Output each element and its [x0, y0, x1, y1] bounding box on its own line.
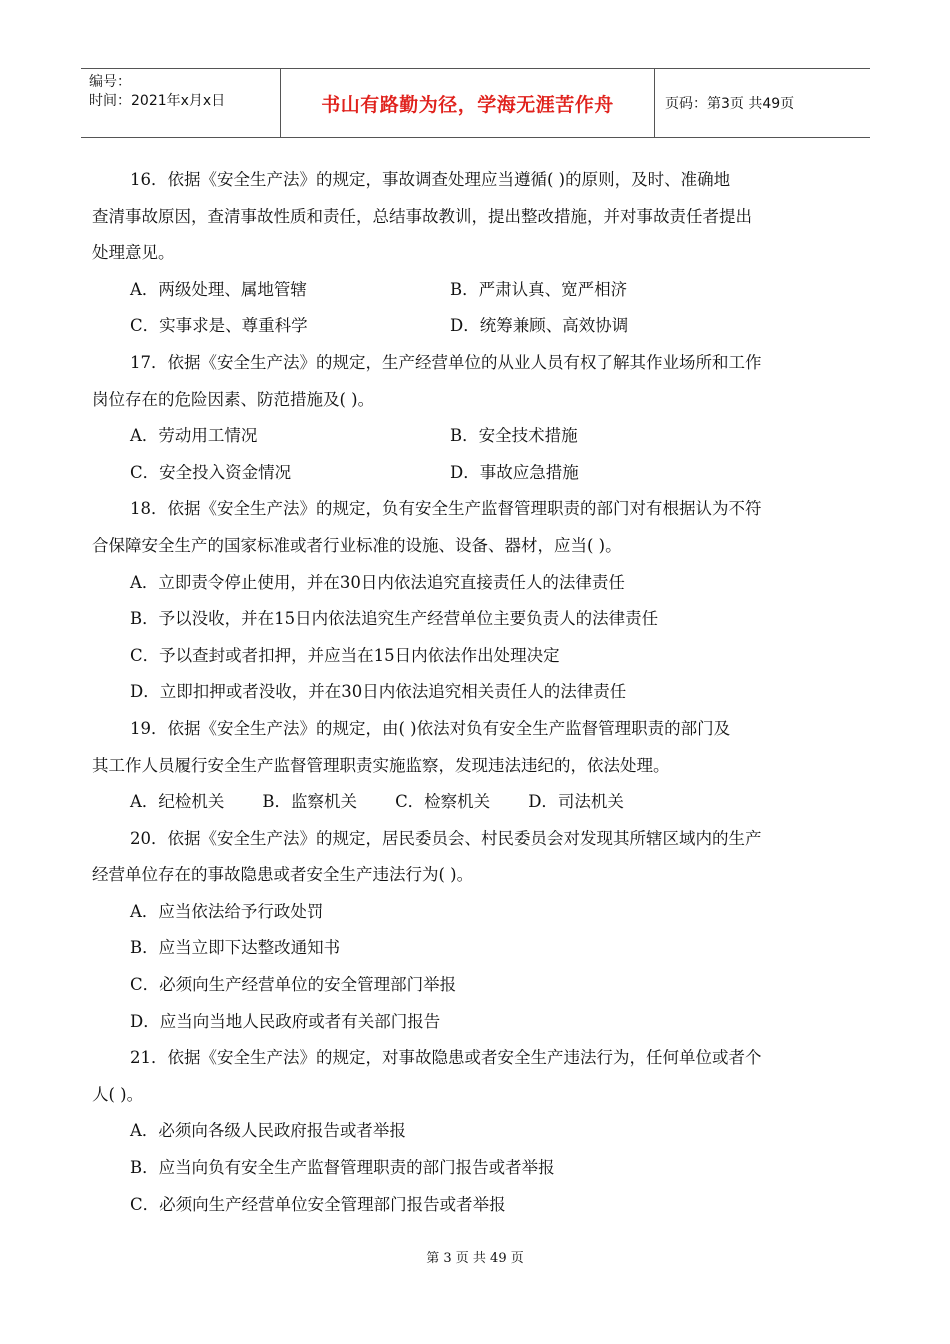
option-c: C．必须向生产经营单位安全管理部门报告或者举报: [130, 1194, 506, 1214]
document-body: [92, 162, 862, 1223]
option-b: B．监察机关: [262, 792, 358, 812]
option-d: D．立即扣押或者没收，并在30日内依法追究相关责任人的法律责任: [130, 682, 627, 702]
question-16: [92, 162, 862, 345]
option-b: B．应当立即下达整改通知书: [130, 938, 341, 958]
question-20: [92, 821, 862, 1041]
header-page-info: 页码：第3页 共49页: [665, 96, 795, 112]
question-21: [92, 1040, 862, 1223]
option-d: D．司法机关: [528, 792, 624, 812]
page-header: [81, 68, 870, 138]
question-stem: 18．依据《安全生产法》的规定，负有安全生产监督管理职责的部门对有根据认为不符: [130, 499, 762, 519]
question-stem: 19．依据《安全生产法》的规定，由( )依法对负有安全生产监督管理职责的部门及: [130, 718, 731, 738]
option-b: B．严肃认真、宽严相济: [450, 279, 628, 299]
question-18: [92, 491, 862, 711]
option-c: C．安全投入资金情况: [130, 462, 292, 482]
question-19: [92, 711, 862, 821]
options-row: [92, 784, 862, 821]
option-a: A．劳动用工情况: [130, 426, 258, 446]
question-stem: 查清事故原因，查清事故性质和责任，总结事故教训，提出整改措施，并对事故责任者提出: [92, 206, 752, 226]
option-a: A．必须向各级人民政府报告或者举报: [130, 1121, 406, 1141]
option-a: A．应当依法给予行政处罚: [130, 901, 324, 921]
option-c: C．予以查封或者扣押，并应当在15日内依法作出处理决定: [130, 645, 560, 665]
question-stem: 其工作人员履行安全生产监督管理职责实施监察，发现违法违纪的，依法处理。: [92, 755, 670, 775]
options-row: [92, 308, 862, 345]
option-c: C．实事求是、尊重科学: [130, 316, 308, 336]
question-17: [92, 345, 862, 491]
options-row: [92, 272, 862, 309]
question-stem: 处理意见。: [92, 243, 175, 263]
option-d: D．事故应急措施: [450, 462, 579, 482]
option-c: C．必须向生产经营单位的安全管理部门举报: [130, 975, 457, 995]
question-stem: 合保障安全生产的国家标准或者行业标准的设施、设备、器材，应当( )。: [92, 535, 622, 555]
option-b: B．应当向负有安全生产监督管理职责的部门报告或者举报: [130, 1158, 555, 1178]
option-d: D．统筹兼顾、高效协调: [450, 316, 629, 336]
question-stem: 17．依据《安全生产法》的规定，生产经营单位的从业人员有权了解其作业场所和工作: [130, 352, 762, 372]
option-a: A．两级处理、属地管辖: [130, 279, 307, 299]
header-serial-label: 编号：: [89, 74, 131, 90]
page-footer: 第 3 页 共 49 页: [426, 1251, 524, 1266]
header-meta: [81, 69, 281, 137]
question-stem: 16．依据《安全生产法》的规定，事故调查处理应当遵循( )的原则，及时、准确地: [130, 170, 731, 189]
options-row: [92, 455, 862, 492]
header-motto: 书山有路勤为径，学海无涯苦作舟: [281, 69, 655, 137]
option-b: B．予以没收，并在15日内依法追究生产经营单位主要负责人的法律责任: [130, 609, 659, 629]
question-stem: 21．依据《安全生产法》的规定，对事故隐患或者安全生产违法行为，任何单位或者个: [130, 1048, 762, 1068]
option-c: C．检察机关: [395, 792, 491, 812]
question-stem: 岗位存在的危险因素、防范措施及( )。: [92, 389, 375, 409]
option-a: A．纪检机关: [130, 792, 225, 812]
option-a: A．立即责令停止使用，并在30日内依法追究直接责任人的法律责任: [130, 572, 625, 592]
option-d: D．应当向当地人民政府或者有关部门报告: [130, 1011, 441, 1031]
option-b: B．安全技术措施: [450, 426, 578, 446]
header-date: 时间：2021年x月x日: [89, 93, 226, 109]
options-row: [92, 418, 862, 455]
question-stem: 经营单位存在的事故隐患或者安全生产违法行为( )。: [92, 865, 474, 885]
question-stem: 20．依据《安全生产法》的规定，居民委员会、村民委员会对发现其所辖区域内的生产: [130, 828, 762, 848]
question-stem: 人( )。: [92, 1084, 144, 1104]
